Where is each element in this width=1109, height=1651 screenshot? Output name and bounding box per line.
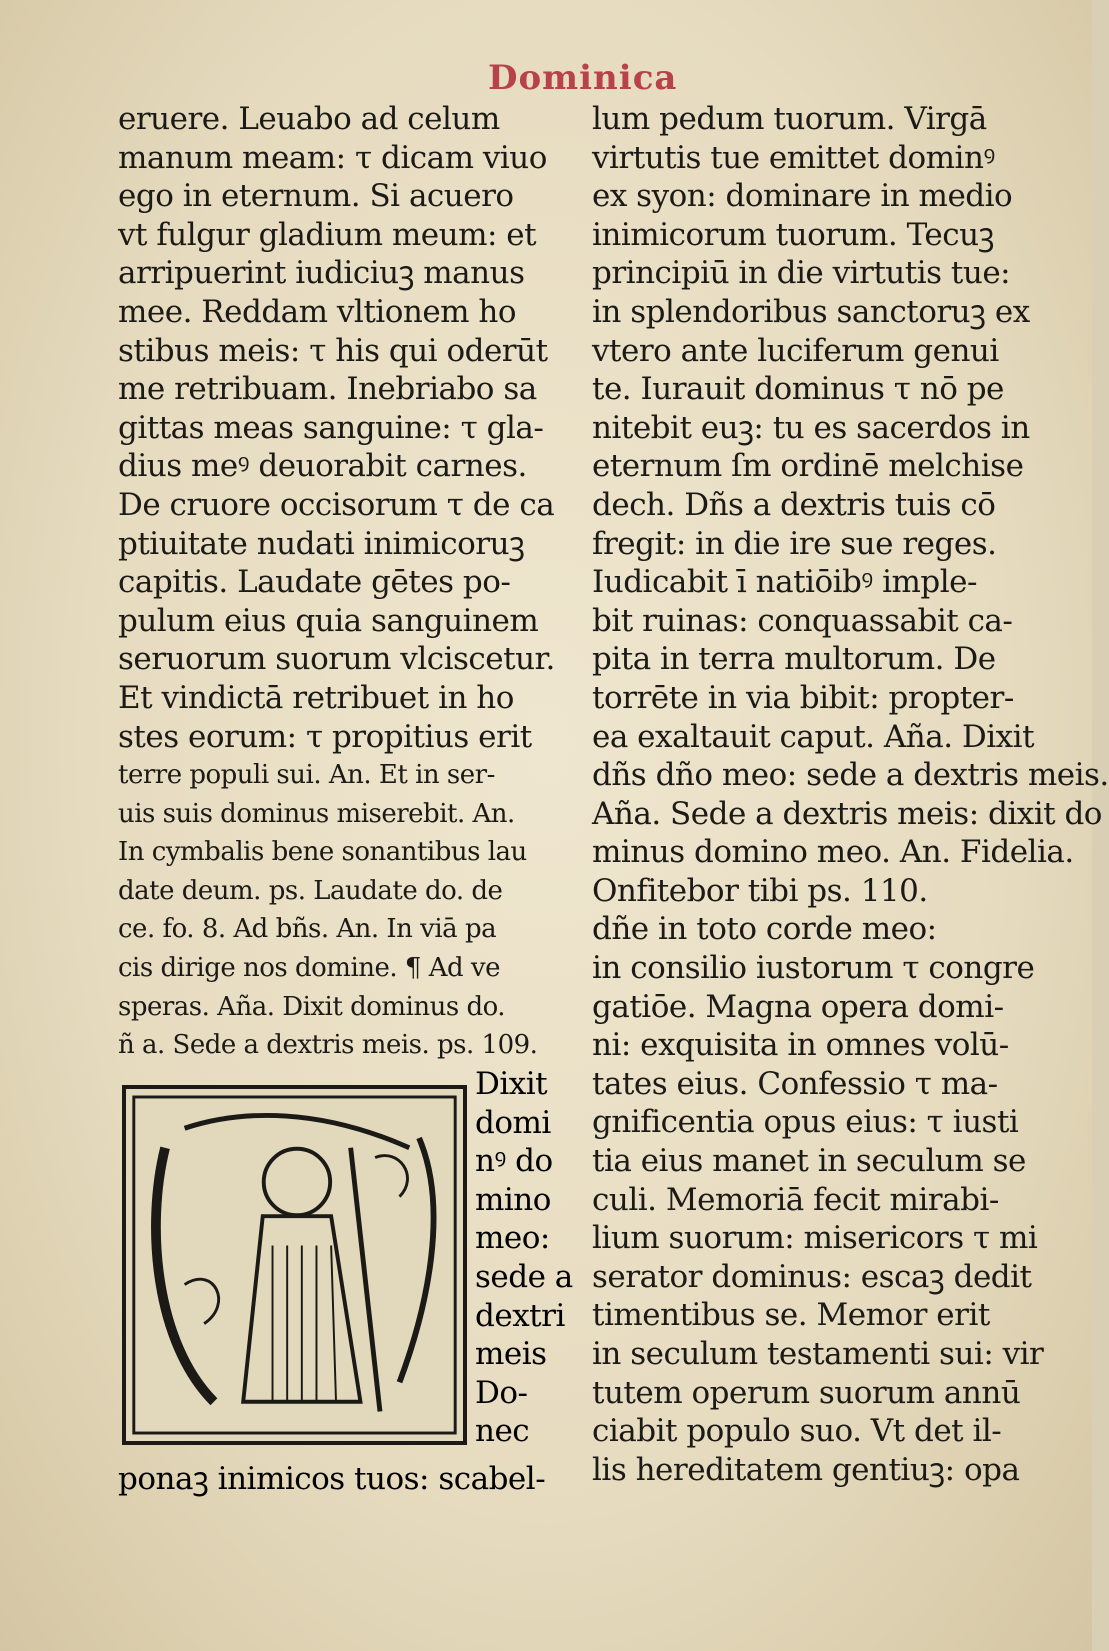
text-line: ptiuitate nudati inimicoruꝫ (118, 525, 525, 562)
left-last-line: ponaꝫ inimicos tuos: scabel- (118, 1461, 546, 1497)
text-line: ni: exquisita in omnes volū- (592, 1027, 1009, 1064)
text-line: eruere. Leuabo ad celum (118, 101, 500, 137)
text-line: Onfitebor tibi ps. 110. (592, 872, 928, 909)
text-line: tates eius. Confessio τ ma- (592, 1065, 998, 1102)
text-line: principiū in die virtutis tue: (592, 255, 1011, 292)
text-line: dech. Dñs a dextris tuis cō (592, 486, 996, 523)
text-line: inimicorum tuorum. Tecuꝫ (592, 216, 994, 253)
text-line: meis (475, 1336, 547, 1373)
text-line: mee. Reddam vltionem ho (118, 293, 517, 330)
text-line: pita in terra multorum. De (592, 641, 996, 678)
text-line: capitis. Laudate gētes po- (118, 564, 511, 601)
text-line: in seculum testamenti sui: vir (592, 1336, 1044, 1372)
text-line: in consilio iustorum τ congre (592, 950, 1035, 987)
text-line: In cymbalis bene sonantibus lau (118, 837, 527, 868)
text-line: vtero ante luciferum genui (592, 332, 999, 369)
right-column (592, 100, 1109, 1489)
text-line: nec (475, 1413, 530, 1450)
text-line: manum meam: τ dicam viuo (118, 139, 547, 176)
text-line: dextri (475, 1297, 565, 1334)
woodcut-figure-icon (126, 1089, 463, 1441)
text-line: seruorum suorum vlciscetur. (118, 641, 555, 678)
text-line: tia eius manet in seculum se (592, 1143, 1026, 1180)
text-line: tutem operum suorum annū (592, 1374, 1021, 1411)
text-line: serator dominus: escaꝫ dedit (592, 1258, 1032, 1295)
text-line: me retribuam. Inebriabo sa (118, 371, 537, 408)
text-line: Do- (475, 1374, 528, 1411)
text-line: Dixit (475, 1066, 548, 1102)
text-line: te. Iurauit dominus τ nō pe (592, 371, 1004, 408)
text-line: ce. fo. 8. Ad bñs. An. In viā pa (118, 914, 497, 945)
text-line: lum pedum tuorum. Virgā (592, 101, 987, 137)
text-line: gnificentia opus eius: τ iusti (592, 1104, 1019, 1141)
text-line: meo: (475, 1220, 550, 1257)
text-line: arripuerint iudiciuꝫ manus (118, 255, 525, 292)
text-line: mino (475, 1181, 551, 1218)
text-line: Iudicabit ī natiōibꝰ imple- (592, 564, 977, 601)
text-line: culi. Memoriā fecit mirabi- (592, 1181, 999, 1218)
text-line: ciabit populo suo. Vt det il- (592, 1413, 1002, 1450)
text-line: ego in eternum. Si acuero (118, 178, 514, 215)
text-line: sede a (475, 1258, 573, 1295)
text-line: nꝰ do (475, 1143, 553, 1180)
text-line: gittas meas sanguine: τ gla- (118, 409, 544, 446)
text-line: torrēte in via bibit: propter- (592, 679, 1014, 716)
text-line: lium suorum: misericors τ mi (592, 1220, 1038, 1257)
page-header: Dominica (488, 58, 678, 98)
text-line: gatiōe. Magna opera domi- (592, 988, 1004, 1025)
left-column (118, 100, 568, 1065)
text-line: pulum eius quia sanguinem (118, 602, 539, 639)
text-line: cis dirige nos domine. ¶ Ad ve (118, 953, 500, 984)
text-line: speras. Aña. Dixit dominus do. (118, 991, 506, 1022)
text-line: dñs dño meo: sede a dextris meis. (592, 757, 1109, 794)
text-line: in splendoribus sanctoruꝫ ex (592, 293, 1030, 330)
text-line: date deum. ps. Laudate do. de (118, 875, 503, 906)
text-line: eternum ſm ordinē melchise (592, 448, 1024, 485)
text-line: stibus meis: τ his qui oderūt (118, 332, 548, 369)
text-line: ñ a. Sede a dextris meis. ps. 109. (118, 1030, 538, 1061)
text-line: stes eorum: τ propitius erit (118, 718, 532, 755)
text-line: dñe in toto corde meo: (592, 911, 937, 948)
text-line: minus domino meo. An. Fidelia. (592, 834, 1074, 871)
text-line: Aña. Sede a dextris meis: dixit do (592, 795, 1102, 832)
text-line: ex syon: dominare in medio (592, 178, 1013, 215)
text-beside-woodcut (475, 1065, 573, 1451)
woodcut-illustration (122, 1085, 467, 1445)
text-line: uis suis dominus miserebit. An. (118, 798, 515, 829)
text-line: Et vindictā retribuet in ho (118, 679, 514, 716)
text-line: terre populi sui. An. Et in ser- (118, 760, 495, 791)
text-line: lis hereditatem gentiuꝫ: opa (592, 1451, 1020, 1488)
text-line: bit ruinas: conquassabit ca- (592, 602, 1013, 639)
text-line: virtutis tue emittet dominꝰ (592, 139, 995, 176)
text-line: vt fulgur gladium meum: et (118, 216, 537, 253)
text-line: timentibus se. Memor erit (592, 1297, 990, 1334)
text-line: nitebit euꝫ: tu es sacerdos in (592, 409, 1030, 446)
text-line: ea exaltauit caput. Aña. Dixit (592, 718, 1035, 755)
text-line: domi (475, 1104, 551, 1141)
text-line: dius meꝰ deuorabit carnes. (118, 448, 527, 485)
text-line: fregit: in die ire sue reges. (592, 525, 997, 562)
text-line: De cruore occisorum τ de ca (118, 486, 555, 523)
